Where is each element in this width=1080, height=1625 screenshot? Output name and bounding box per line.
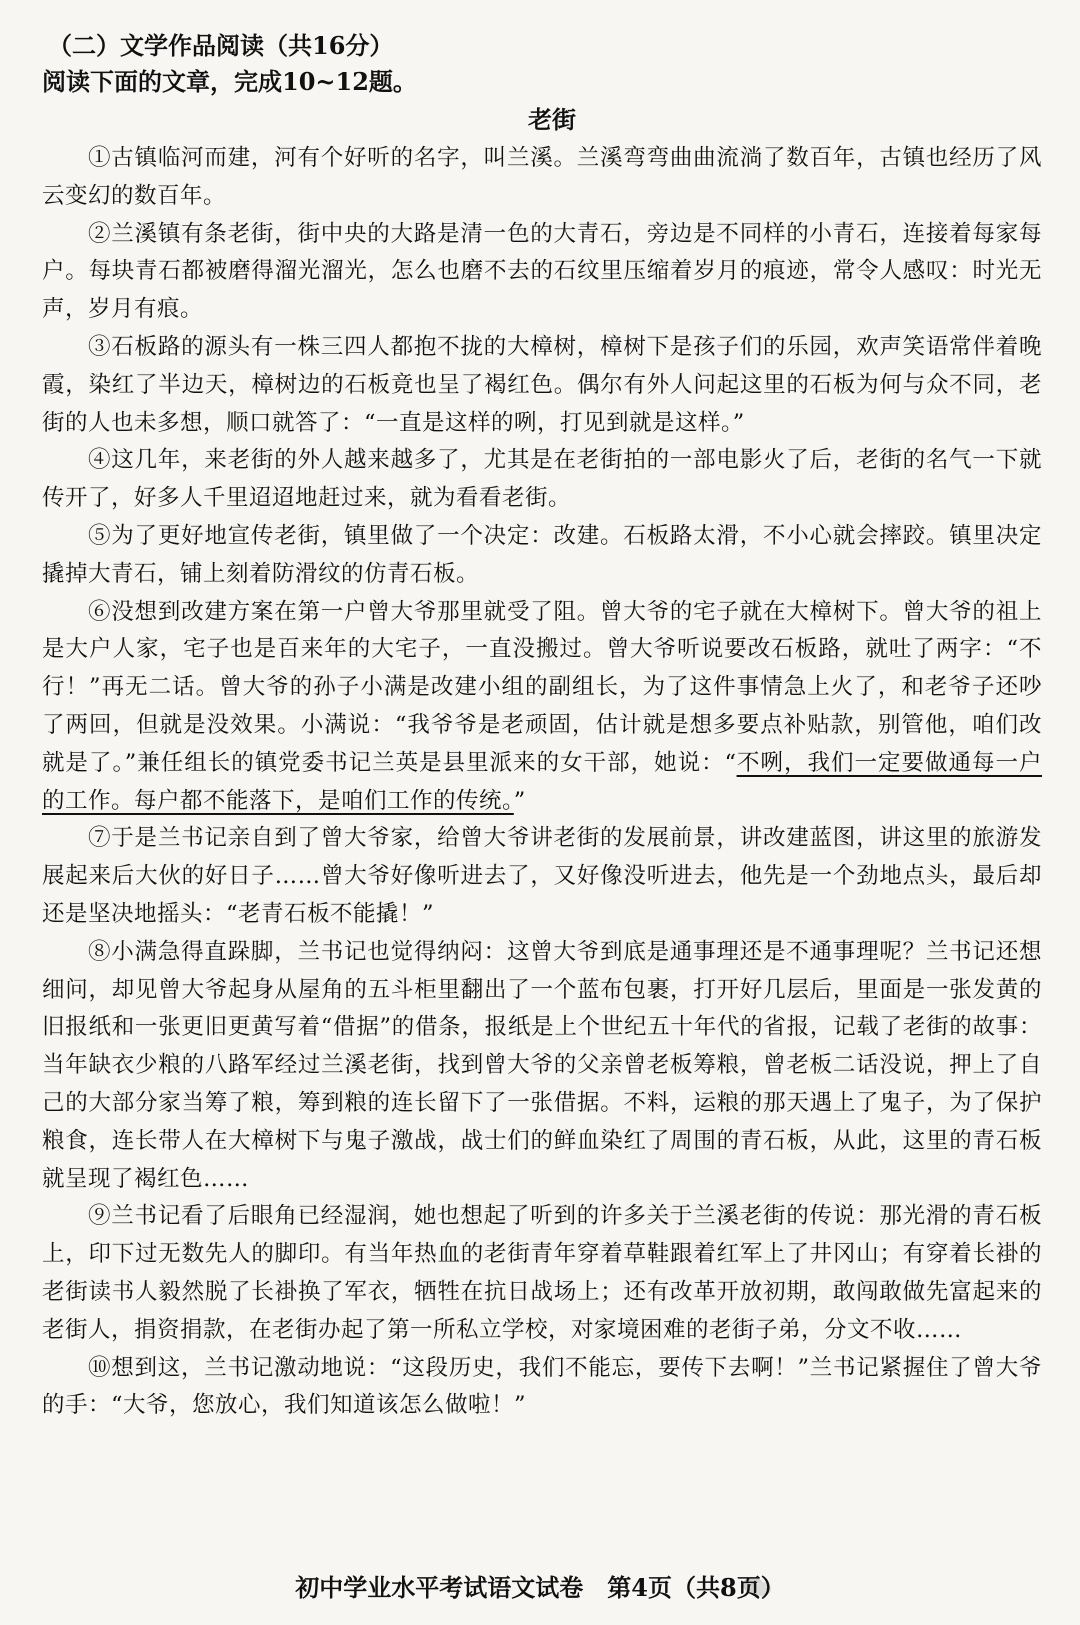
paragraph-7 <box>42 820 1042 933</box>
page-footer: 初中学业水平考试语文试卷 第4页（共8页） <box>295 1573 785 1602</box>
paragraph-tail: ” <box>513 787 526 814</box>
paragraph-2 <box>42 216 1042 329</box>
paragraph-text: ⑨兰书记看了后眼角已经湿润，她也想起了听到的许多关于兰溪老街的传说：那光滑的青石板上，印下过无数先人的脚印。有当年热血的老街青年穿着草鞋跟着红军上了井冈山；有穿着长褂的老街读书人毅然脱了长褂换了军衣，牺牲在抗日战场上；还有改革开放初期，敢闯敢做先富起来的老街人，捐资捐款，在老街办起了第一所私立学校，对家境困难的老街子弟，分文不收…… <box>42 1203 1042 1343</box>
paragraph-6 <box>42 594 1042 821</box>
underlined-sentence: 不咧，我们一定要做通每一户的工作。每户都不能落下，是咱们工作的传统。 <box>42 749 1042 814</box>
paragraph-8 <box>42 934 1042 1199</box>
paragraph-4 <box>42 442 1042 518</box>
paragraph-1 <box>42 140 1042 216</box>
reading-instruction: 阅读下面的文章，完成10~12题。 <box>42 67 417 96</box>
section-title: （二）文学作品阅读（共16分） <box>48 31 394 60</box>
paragraph-text: ③石板路的源头有一株三四人都抱不拢的大樟树，樟树下是孩子们的乐园，欢声笑语常伴着晚霞，染红了半边天，樟树边的石板竟也呈了褐红色。偶尔有外人问起这里的石板为何与众不同，老街的人也未多想，顺口就答了：“一直是这样的咧，打见到就是这样。” <box>42 333 1042 436</box>
paragraph-text: ⑧小满急得直跺脚，兰书记也觉得纳闷：这曾大爷到底是通事理还是不通事理呢？兰书记还想细问，却见曾大爷起身从屋角的五斗柜里翻出了一个蓝布包裹，打开好几层后，里面是一张发黄的旧报纸和一张更旧更黄写着“借据”的借条，报纸是上个世纪五十年代的省报，记载了老街的故事：当年缺衣少粮的八路军经过兰溪老街，找到曾大爷的父亲曾老板筹粮，曾老板二话没说，押上了自己的大部分家当筹了粮，筹到粮的连长留下了一张借据。不料，运粮的那天遇上了鬼子，为了保护粮食，连长带人在大樟树下与鬼子激战，战士们的鲜血染红了周围的青石板，从此，这里的青石板就呈现了褐红色…… <box>42 938 1042 1192</box>
paragraph-text: ⑥没想到改建方案在第一户曾大爷那里就受了阻。曾大爷的宅子就在大樟树下。曾大爷的祖上是大户人家，宅子也是百来年的大宅子，一直没搬过。曾大爷听说要改石板路，就吐了两字：“不行！”再无二话。曾大爷的孙子小满是改建小组的副组长，为了这件事情急上火了，和老爷子还吵了两回，但就是没效果。小满说：“我爷爷是老顽固，估计就是想多要点补贴款，别管他，咱们改就是了。”兼任组长的镇党委书记兰英是县里派来的女干部，她说：“ <box>42 598 1042 776</box>
page-content <box>42 28 1042 1425</box>
paragraph-text: ②兰溪镇有条老街，街中央的大路是清一色的大青石，旁边是不同样的小青石，连接着每家每户。每块青石都被磨得溜光溜光，怎么也磨不去的石纹里压缩着岁月的痕迹，常令人感叹：时光无声，岁月有痕。 <box>42 220 1042 323</box>
paragraph-text: ⑦于是兰书记亲自到了曾大爷家，给曾大爷讲老街的发展前景，讲改建蓝图，讲这里的旅游发展起来后大伙的好日子……曾大爷好像听进去了，又好像没听进去，他先是一个劲地点头，最后却还是坚决地摇头：“老青石板不能撬！” <box>42 825 1042 927</box>
article-title: 老街 <box>528 105 576 134</box>
paragraph-5 <box>42 518 1042 594</box>
paragraph-10 <box>42 1350 1042 1426</box>
paragraph-text: ⑩想到这，兰书记激动地说：“这段历史，我们不能忘，要传下去啊！”兰书记紧握住了曾大爷的手：“大爷，您放心，我们知道该怎么做啦！” <box>42 1354 1042 1419</box>
paragraph-3 <box>42 329 1042 442</box>
paragraph-text: ⑤为了更好地宣传老街，镇里做了一个决定：改建。石板路太滑，不小心就会摔跤。镇里决定撬掉大青石，铺上刻着防滑纹的仿青石板。 <box>42 522 1042 587</box>
paragraph-9 <box>42 1198 1042 1349</box>
paragraph-text: ④这几年，来老街的外人越来越多了，尤其是在老街拍的一部电影火了后，老街的名气一下就传开了，好多人千里迢迢地赶过来，就为看看老街。 <box>42 447 1042 512</box>
article-body <box>42 140 1042 1425</box>
paragraph-text: ①古镇临河而建，河有个好听的名字，叫兰溪。兰溪弯弯曲曲流淌了数百年，古镇也经历了风云变幻的数百年。 <box>42 145 1042 209</box>
